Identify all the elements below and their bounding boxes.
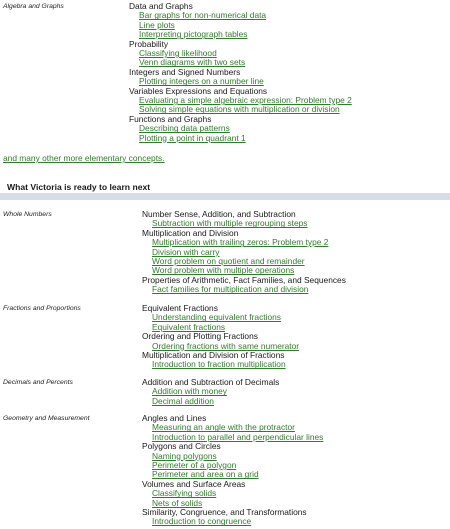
skill-link[interactable]: Equivalent fractions: [152, 321, 226, 332]
skill-link[interactable]: Division with carry: [152, 246, 220, 257]
section-header-bar: [0, 176, 450, 200]
skill-link[interactable]: Perimeter and area on a grid: [152, 469, 259, 480]
category-label: Fractions and Proportions: [3, 305, 81, 312]
skill-link[interactable]: Plotting a point in quadrant 1: [139, 132, 246, 143]
skill-link[interactable]: Classifying likelihood: [139, 48, 217, 59]
skill-link[interactable]: Classifying solids: [152, 488, 217, 499]
skill-link[interactable]: Word problem on quotient and remainder: [152, 256, 305, 267]
skill-link[interactable]: Solving simple equations with multiplication or division: [139, 104, 340, 115]
category-label: Whole Numbers: [3, 211, 52, 218]
skill-link[interactable]: Word problem with multiple operations: [152, 265, 295, 276]
category-label: Decimals and Percents: [3, 379, 73, 386]
topic-heading: Data and Graphs: [129, 1, 193, 11]
skill-link[interactable]: Evaluating a simple algebraic expression: Problem type 2: [139, 95, 352, 106]
topic-heading: Multiplication and Division of Fractions: [142, 350, 285, 361]
topic-heading: Integers and Signed Numbers: [129, 66, 241, 77]
skill-link[interactable]: Venn diagrams with two sets: [139, 57, 246, 68]
topic-heading: Variables Expressions and Equations: [129, 85, 268, 96]
skill-link[interactable]: Naming polygons: [152, 450, 217, 461]
skill-link[interactable]: Line plots: [139, 19, 175, 30]
topic-list: [129, 2, 352, 143]
topic-heading: Polygons and Circles: [142, 441, 221, 452]
topic-heading: Number Sense, Addition, and Subtraction: [142, 209, 296, 219]
skill-link[interactable]: Ordering fractions with same numerator: [152, 340, 300, 351]
section-title: What Victoria is ready to learn next: [7, 182, 151, 192]
topic-list: [142, 304, 299, 370]
skill-link[interactable]: Perimeter of a polygon: [152, 460, 237, 471]
skill-link[interactable]: Introduction to parallel and perpendicular lines: [152, 431, 324, 442]
skill-link[interactable]: Measuring an angle with the protractor: [152, 422, 295, 433]
skill-link[interactable]: Introduction to congruence: [152, 516, 252, 527]
topic-list: [142, 414, 323, 527]
skill-link[interactable]: Understanding equivalent fractions: [152, 312, 281, 323]
skill-link[interactable]: Fact families for multiplication and division: [152, 284, 309, 295]
skill-link[interactable]: Bar graphs for non-numerical data: [139, 10, 267, 21]
more-concepts-link[interactable]: and many other more elementary concepts.: [3, 153, 165, 163]
skill-link[interactable]: Subtraction with multiple regrouping steps: [152, 218, 308, 229]
topic-heading: Angles and Lines: [142, 413, 207, 423]
topic-heading: Volumes and Surface Areas: [142, 478, 246, 489]
category-label: Algebra and Graphs: [3, 3, 64, 10]
skill-link[interactable]: Decimal addition: [152, 395, 214, 406]
topic-heading: Properties of Arithmetic, Fact Families, and Sequences: [142, 274, 346, 285]
topic-heading: Probability: [129, 38, 169, 49]
skill-link[interactable]: Plotting integers on a number line: [139, 76, 264, 87]
topic-list: [142, 378, 279, 406]
skill-link[interactable]: Describing data patterns: [139, 123, 230, 134]
topic-heading: Functions and Graphs: [129, 113, 212, 124]
topic-heading: Equivalent Fractions: [142, 303, 218, 313]
skill-link[interactable]: Addition with money: [152, 386, 227, 397]
category-label: Geometry and Measurement: [3, 415, 90, 422]
skill-link[interactable]: Multiplication with trailing zeros: Problem type 2: [152, 237, 329, 248]
topic-list: [142, 210, 346, 295]
skill-link[interactable]: Nets of solids: [152, 497, 203, 508]
skill-link[interactable]: Introduction to fraction multiplication: [152, 359, 286, 370]
topic-heading: Similarity, Congruence, and Transformations: [142, 507, 307, 518]
skill-link[interactable]: Interpreting pictograph tables: [139, 29, 248, 40]
topic-heading: Multiplication and Division: [142, 227, 239, 238]
topic-heading: Ordering and Plotting Fractions: [142, 331, 258, 342]
topic-heading: Addition and Subtraction of Decimals: [142, 377, 280, 387]
